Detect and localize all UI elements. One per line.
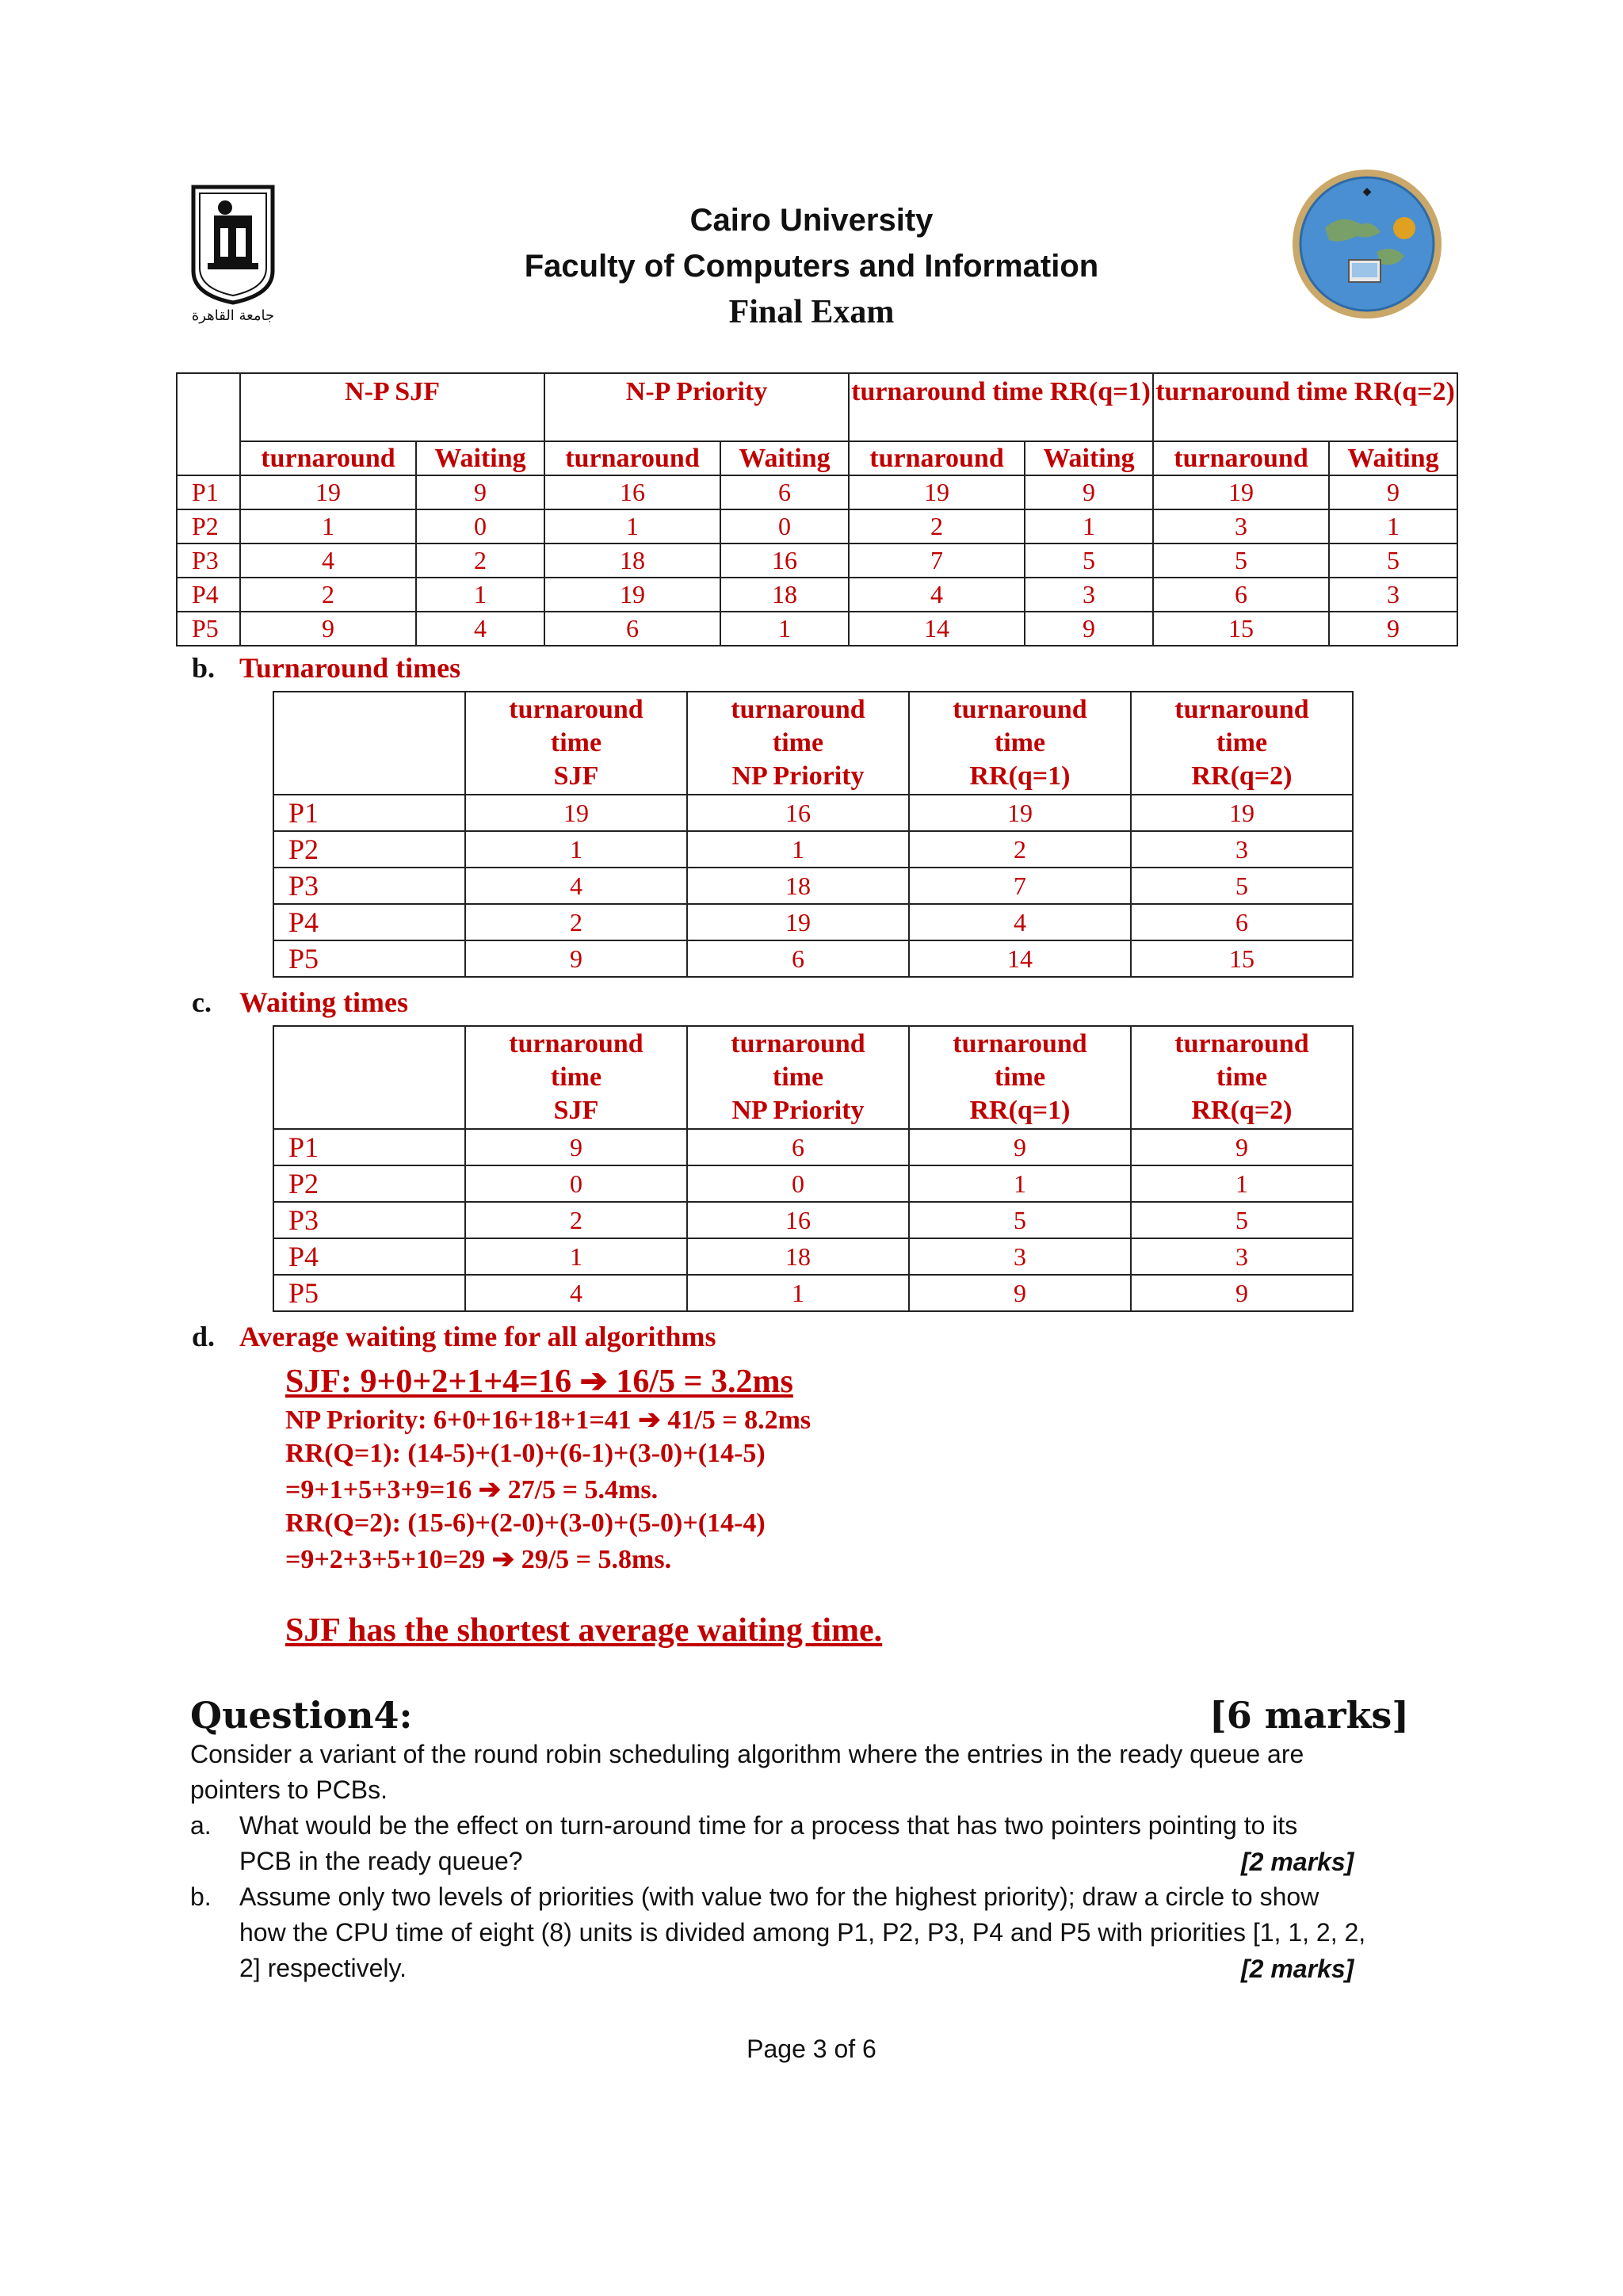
question4-intro-line2: pointers to PCBs. bbox=[190, 1775, 388, 1804]
question4b-line3: 2] respectively. bbox=[239, 1954, 407, 1982]
cell: 6 bbox=[687, 940, 909, 977]
turnaround-times-table bbox=[273, 691, 1354, 978]
sub-header: turnaround bbox=[1153, 441, 1329, 475]
table-row bbox=[273, 904, 1353, 940]
table-row bbox=[177, 612, 1457, 646]
question4b-letter: b. bbox=[190, 1882, 212, 1911]
row-label: P2 bbox=[273, 831, 465, 868]
table-row bbox=[273, 1129, 1353, 1165]
table-row bbox=[273, 1165, 1353, 1202]
avg-rr1-line: RR(Q=1): (14-5)+(1-0)+(6-1)+(3-0)+(14-5) bbox=[285, 1439, 766, 1468]
table-row bbox=[273, 831, 1353, 868]
cell: 19 bbox=[1153, 475, 1329, 509]
section-c-title: Waiting times bbox=[239, 986, 408, 1018]
question4b-marks: [2 marks] bbox=[1241, 1955, 1354, 1983]
row-label: P3 bbox=[273, 868, 465, 904]
cell: 7 bbox=[909, 868, 1131, 904]
cell: 4 bbox=[909, 904, 1131, 940]
cell: 0 bbox=[465, 1165, 687, 1202]
university-name: Cairo University bbox=[689, 203, 934, 238]
question4a-marks: [2 marks] bbox=[1241, 1848, 1354, 1876]
row-label: P3 bbox=[177, 543, 240, 578]
cell: 4 bbox=[465, 1275, 687, 1311]
row-label: P5 bbox=[273, 940, 465, 977]
cell: 3 bbox=[1131, 831, 1353, 868]
cell: 19 bbox=[240, 475, 416, 509]
svg-text:◆: ◆ bbox=[1362, 185, 1372, 198]
question4a-line1: What would be the effect on turn-around time for a process that has two pointers pointing to its bbox=[239, 1811, 1298, 1840]
waiting-times-table bbox=[273, 1025, 1354, 1312]
table-row bbox=[273, 940, 1353, 977]
cell: 3 bbox=[1153, 509, 1329, 543]
cell: 2 bbox=[416, 543, 544, 578]
cell: 1 bbox=[544, 509, 720, 543]
cell: 19 bbox=[849, 475, 1025, 509]
avg-rr2-line: RR(Q=2): (15-6)+(2-0)+(3-0)+(5-0)+(14-4) bbox=[285, 1508, 766, 1538]
cell: 16 bbox=[687, 795, 909, 831]
column-header: turnaround time SJF bbox=[465, 1026, 687, 1129]
table-row bbox=[273, 795, 1353, 831]
sub-header: turnaround bbox=[240, 441, 416, 475]
cell: 6 bbox=[1153, 578, 1329, 612]
cell: 18 bbox=[544, 543, 720, 578]
cell: 16 bbox=[544, 475, 720, 509]
row-label: P4 bbox=[273, 1238, 465, 1275]
column-header: turnaround time RR(q=2) bbox=[1131, 692, 1353, 795]
section-b-letter: b. bbox=[192, 652, 216, 684]
cell: 1 bbox=[465, 831, 687, 868]
cell: 2 bbox=[240, 578, 416, 612]
cell: 1 bbox=[1329, 509, 1457, 543]
cell: 5 bbox=[1131, 868, 1353, 904]
faculty-name: Faculty of Computers and Information bbox=[524, 249, 1099, 284]
table-row bbox=[273, 1202, 1353, 1238]
row-label: P2 bbox=[177, 509, 240, 543]
scheduling-summary-table bbox=[176, 372, 1458, 646]
section-d-letter: d. bbox=[192, 1321, 216, 1352]
row-label: P5 bbox=[273, 1275, 465, 1311]
cell: 2 bbox=[849, 509, 1025, 543]
cell: 9 bbox=[416, 475, 544, 509]
cell: 1 bbox=[1025, 509, 1153, 543]
avg-np-priority-line: NP Priority: 6+0+16+18+1=41 ➔ 41/5 = 8.2ms bbox=[285, 1405, 812, 1435]
cell: 9 bbox=[465, 1129, 687, 1165]
cell: 4 bbox=[849, 578, 1025, 612]
cell: 15 bbox=[1153, 612, 1329, 646]
table-corner bbox=[273, 1026, 465, 1129]
cell: 9 bbox=[1025, 475, 1153, 509]
table-corner bbox=[177, 373, 240, 475]
cell: 18 bbox=[687, 1238, 909, 1275]
cell: 16 bbox=[720, 543, 849, 578]
cell: 19 bbox=[687, 904, 909, 940]
sub-header: Waiting bbox=[1025, 441, 1153, 475]
column-header: turnaround time RR(q=1) bbox=[909, 692, 1131, 795]
cell: 5 bbox=[1153, 543, 1329, 578]
cell: 5 bbox=[1131, 1202, 1353, 1238]
avg-rr2-result-line: =9+2+3+5+10=29 ➔ 29/5 = 5.8ms. bbox=[285, 1545, 672, 1574]
cell: 19 bbox=[465, 795, 687, 831]
table-corner bbox=[273, 692, 465, 795]
cell: 3 bbox=[1025, 578, 1153, 612]
cell: 19 bbox=[1131, 795, 1353, 831]
column-header: turnaround time RR(q=2) bbox=[1131, 1026, 1353, 1129]
exam-title: Final Exam bbox=[728, 294, 895, 330]
cell: 3 bbox=[909, 1238, 1131, 1275]
cell: 1 bbox=[240, 509, 416, 543]
cell: 1 bbox=[465, 1238, 687, 1275]
question4a-letter: a. bbox=[190, 1811, 212, 1840]
cell: 9 bbox=[909, 1129, 1131, 1165]
question4-title: Question4: bbox=[190, 1694, 413, 1737]
cell: 14 bbox=[849, 612, 1025, 646]
sub-header: Waiting bbox=[1329, 441, 1457, 475]
table-row bbox=[177, 578, 1457, 612]
sub-header: Waiting bbox=[416, 441, 544, 475]
cell: 6 bbox=[687, 1129, 909, 1165]
cell: 1 bbox=[416, 578, 544, 612]
cell: 2 bbox=[465, 1202, 687, 1238]
cell: 0 bbox=[416, 509, 544, 543]
group-header: N-P SJF bbox=[240, 373, 544, 441]
logo-left-caption: جامعة القاهرة bbox=[191, 307, 275, 324]
cell: 1 bbox=[1131, 1165, 1353, 1202]
cell: 19 bbox=[544, 578, 720, 612]
cell: 3 bbox=[1131, 1238, 1353, 1275]
row-label: P5 bbox=[177, 612, 240, 646]
row-label: P4 bbox=[273, 904, 465, 940]
cell: 2 bbox=[909, 831, 1131, 868]
cell: 9 bbox=[1025, 612, 1153, 646]
cell: 6 bbox=[720, 475, 849, 509]
avg-rr1-result-line: =9+1+5+3+9=16 ➔ 27/5 = 5.4ms. bbox=[285, 1475, 659, 1505]
cell: 5 bbox=[909, 1202, 1131, 1238]
cell: 2 bbox=[465, 904, 687, 940]
cell: 0 bbox=[687, 1165, 909, 1202]
cell: 18 bbox=[720, 578, 849, 612]
cell: 9 bbox=[909, 1275, 1131, 1311]
cell: 18 bbox=[687, 868, 909, 904]
conclusion-line: SJF has the shortest average waiting time. bbox=[285, 1612, 883, 1649]
cell: 16 bbox=[687, 1202, 909, 1238]
table-row bbox=[177, 509, 1457, 543]
column-header: turnaround time SJF bbox=[465, 692, 687, 795]
cell: 1 bbox=[720, 612, 849, 646]
column-header: turnaround time RR(q=1) bbox=[909, 1026, 1131, 1129]
section-b-title: Turnaround times bbox=[239, 652, 461, 684]
section-d-title: Average waiting time for all algorithms bbox=[239, 1321, 716, 1352]
table-row bbox=[273, 1238, 1353, 1275]
cell: 1 bbox=[687, 1275, 909, 1311]
row-label: P3 bbox=[273, 1202, 465, 1238]
question4b-line2: how the CPU time of eight (8) units is divided among P1, P2, P3, P4 and P5 with priorities [1, 1, 2, 2, bbox=[239, 1918, 1366, 1947]
section-c-letter: c. bbox=[192, 986, 212, 1018]
table-row bbox=[177, 543, 1457, 578]
cell: 9 bbox=[240, 612, 416, 646]
table-row bbox=[273, 868, 1353, 904]
group-header: N-P Priority bbox=[544, 373, 849, 441]
row-label: P1 bbox=[273, 795, 465, 831]
sub-header: Waiting bbox=[720, 441, 849, 475]
cell: 1 bbox=[687, 831, 909, 868]
column-header: turnaround time NP Priority bbox=[687, 692, 909, 795]
cell: 4 bbox=[465, 868, 687, 904]
row-label: P2 bbox=[273, 1165, 465, 1202]
question4-marks: [6 marks] bbox=[1209, 1694, 1409, 1737]
cell: 9 bbox=[465, 940, 687, 977]
cell: 3 bbox=[1329, 578, 1457, 612]
question4a-line2: PCB in the ready queue? bbox=[239, 1847, 523, 1875]
cell: 9 bbox=[1329, 475, 1457, 509]
cell: 1 bbox=[909, 1165, 1131, 1202]
group-header: turnaround time RR(q=2) bbox=[1153, 373, 1457, 441]
cell: 9 bbox=[1131, 1275, 1353, 1311]
cell: 0 bbox=[720, 509, 849, 543]
cell: 5 bbox=[1329, 543, 1457, 578]
cell: 19 bbox=[909, 795, 1131, 831]
question4-intro-line1: Consider a variant of the round robin scheduling algorithm where the entries in the ready queue are bbox=[190, 1740, 1304, 1768]
row-label: P1 bbox=[273, 1129, 465, 1165]
sub-header: turnaround bbox=[544, 441, 720, 475]
cell: 9 bbox=[1131, 1129, 1353, 1165]
sub-header: turnaround bbox=[849, 441, 1025, 475]
cell: 9 bbox=[1329, 612, 1457, 646]
table-row bbox=[273, 1275, 1353, 1311]
avg-sjf-line: SJF: 9+0+2+1+4=16 ➔ 16/5 = 3.2ms bbox=[285, 1363, 793, 1400]
cell: 6 bbox=[544, 612, 720, 646]
cell: 5 bbox=[1025, 543, 1153, 578]
table-row bbox=[177, 475, 1457, 509]
cell: 4 bbox=[240, 543, 416, 578]
question4b-line1: Assume only two levels of priorities (with value two for the highest priority); draw a circle to show bbox=[239, 1882, 1319, 1911]
cell: 6 bbox=[1131, 904, 1353, 940]
row-label: P1 bbox=[177, 475, 240, 509]
cell: 14 bbox=[909, 940, 1131, 977]
row-label: P4 bbox=[177, 578, 240, 612]
cell: 4 bbox=[416, 612, 544, 646]
column-header: turnaround time NP Priority bbox=[687, 1026, 909, 1129]
cell: 15 bbox=[1131, 940, 1353, 977]
group-header: turnaround time RR(q=1) bbox=[849, 373, 1153, 441]
cell: 7 bbox=[849, 543, 1025, 578]
page-number: Page 3 of 6 bbox=[747, 2035, 876, 2063]
